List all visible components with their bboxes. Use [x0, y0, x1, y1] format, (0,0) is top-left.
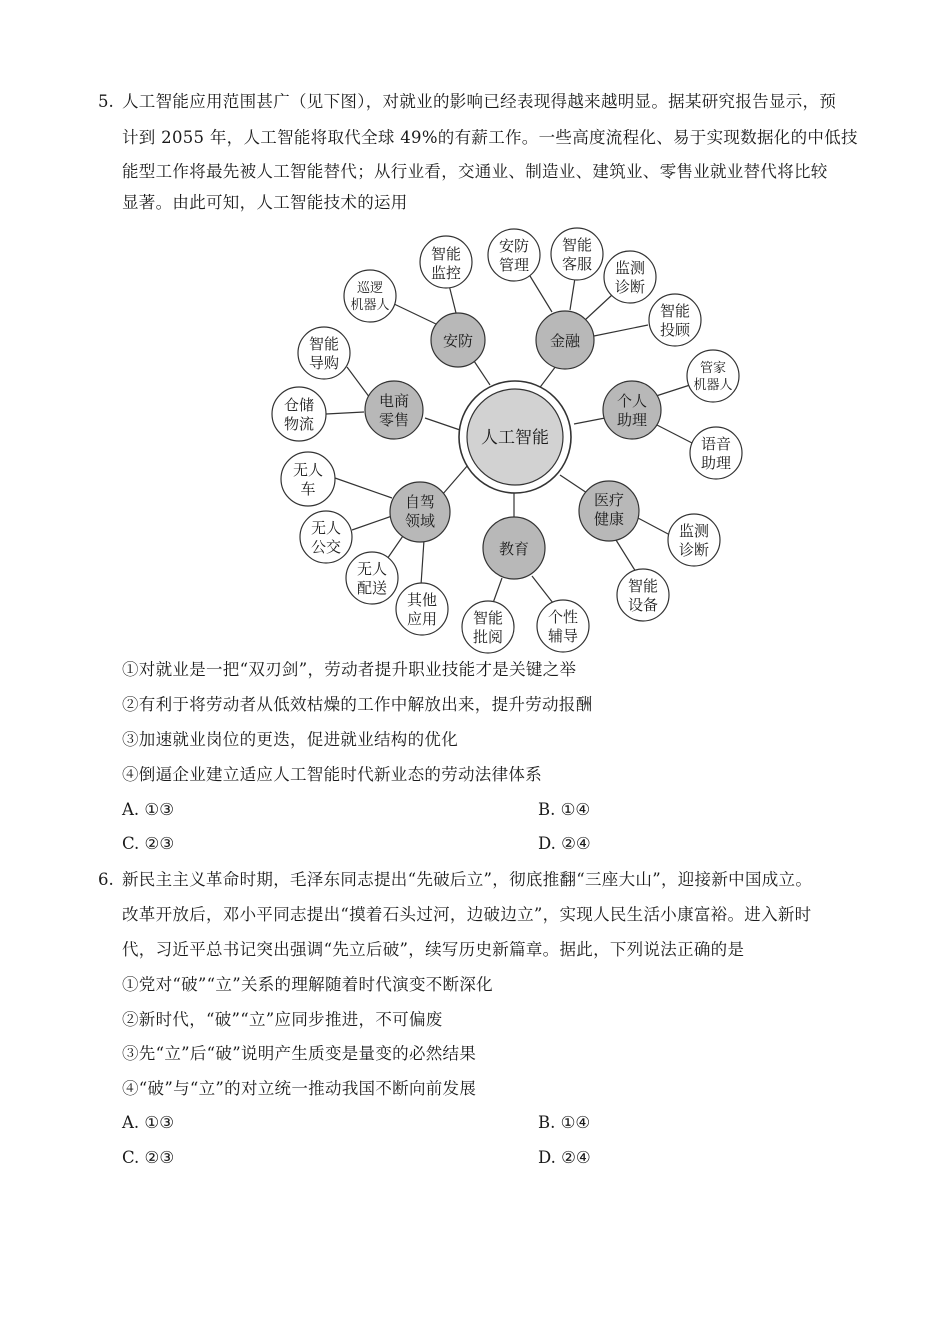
leaf-label-line-2: 设备	[627, 596, 659, 614]
leaf-label-line-2: 辅导	[547, 627, 579, 645]
leaf-other-applications	[396, 583, 448, 635]
leaf-personal-tutoring	[537, 600, 589, 652]
leaf-label-line-2: 车	[300, 480, 316, 498]
q6-statement-3: ③先“立”后“破”说明产生质变是量变的必然结果	[122, 1044, 477, 1063]
q5-statement-1: ①对就业是一把“双刃剑”，劳动者提升职业技能才是关键之举	[122, 660, 577, 679]
leaf-label-line-1: 智能	[430, 245, 462, 263]
q6-stem-line-3: 代，习近平总书记突出强调“先立后破”，续写历史新篇章。据此，下列说法正确的是	[122, 940, 745, 959]
leaf-label-line-2: 导购	[308, 354, 340, 372]
leaf-smart-customer-service	[551, 228, 603, 280]
hub-label-line-2: 零售	[378, 411, 410, 429]
leaf-label-line-1: 智能	[561, 236, 593, 254]
q6-option-a[interactable]: A. ①③	[122, 1113, 174, 1132]
leaf-label-line-2: 助理	[700, 454, 732, 472]
leaf-label-line-2: 应用	[406, 610, 438, 628]
leaf-smart-grading	[462, 601, 514, 653]
leaf-label-line-1: 监测	[614, 259, 646, 277]
leaf-label-line-2: 投顾	[659, 321, 691, 339]
q6-option-b[interactable]: B. ①④	[538, 1113, 591, 1132]
leaf-label-line-1: 无人	[310, 519, 342, 537]
leaf-label-line-1: 安防	[498, 237, 530, 255]
leaf-label-line-1: 监测	[678, 522, 710, 540]
leaf-smart-investment	[649, 294, 701, 346]
q6-stem-line-1: 新民主主义革命时期，毛泽东同志提出“先破后立”，彻底推翻“三座大山”，迎接新中国成立。	[122, 870, 813, 889]
leaf-label-line-1: 无人	[356, 560, 388, 578]
hub-security	[431, 313, 485, 367]
question-5-number: 5.	[98, 92, 114, 111]
q5-option-c[interactable]: C. ②③	[122, 834, 175, 853]
hub-education	[483, 517, 545, 579]
leaf-monitor-diagnosis-finance	[604, 251, 656, 303]
q6-statement-1: ①党对“破”“立”关系的理解随着时代演变不断深化	[122, 975, 493, 994]
q5-statement-4: ④倒逼企业建立适应人工智能时代新业态的劳动法律体系	[122, 765, 542, 784]
leaf-label-line-2: 管理	[498, 256, 530, 274]
q6-statement-4: ④“破”与“立”的对立统一推动我国不断向前发展	[122, 1079, 477, 1098]
leaf-voice-assistant	[690, 427, 742, 479]
leaf-label-line-1: 智能	[627, 577, 659, 595]
hub-label-line-1: 个人	[616, 392, 648, 410]
leaf-driverless-delivery	[346, 552, 398, 604]
hub-label-line-1: 自驾	[404, 493, 436, 511]
hub-driving	[390, 482, 450, 542]
hub-assistant	[603, 381, 661, 439]
leaf-label-line-2: 物流	[283, 415, 315, 433]
question-6-number: 6.	[98, 870, 114, 889]
leaf-butler-robot	[687, 350, 739, 402]
leaf-label-line-2: 诊断	[614, 278, 646, 296]
q5-stem-line-1: 人工智能应用范围甚广（见下图），对就业的影响已经表现得越来越明显。据某研究报告显示，预	[122, 92, 837, 111]
hub-finance	[536, 311, 594, 369]
hub-label-line-2: 健康	[593, 510, 625, 528]
q5-statement-3: ③加速就业岗位的更迭，促进就业结构的优化	[122, 730, 458, 749]
leaf-label-line-1: 无人	[292, 461, 324, 479]
leaf-monitor-diagnosis-medical	[668, 514, 720, 566]
leaf-label-line-1: 管家	[699, 361, 727, 376]
hub-label-line-1: 医疗	[593, 491, 625, 509]
q5-stem-line-3: 能型工作将最先被人工智能替代；从行业看，交通业、制造业、建筑业、零售业就业替代将比较	[122, 162, 828, 181]
q5-option-b[interactable]: B. ①④	[538, 800, 591, 819]
leaf-label-line-1: 智能	[472, 609, 504, 627]
leaf-smart-shopping-guide	[298, 327, 350, 379]
hub-medical	[579, 481, 639, 541]
ai-application-diagram	[0, 0, 950, 660]
leaf-label-line-2: 公交	[310, 538, 342, 556]
leaf-driverless-bus	[300, 511, 352, 563]
leaf-label-line-1: 其他	[406, 591, 438, 609]
leaf-label-line-1: 智能	[308, 335, 340, 353]
leaf-label-line-2: 机器人	[693, 378, 733, 393]
leaf-label-line-1: 仓储	[283, 396, 315, 414]
q6-option-c[interactable]: C. ②③	[122, 1148, 175, 1167]
hub-label-line-1: 电商	[378, 392, 410, 410]
q5-option-d[interactable]: D. ②④	[538, 834, 591, 853]
leaf-smart-device	[617, 569, 669, 621]
center-label: 人工智能	[481, 428, 549, 448]
leaf-smart-monitor	[420, 236, 472, 288]
q5-option-a[interactable]: A. ①③	[122, 800, 174, 819]
leaf-label-line-2: 配送	[356, 579, 388, 597]
q6-statement-2: ②新时代，“破”“立”应同步推进，不可偏废	[122, 1010, 443, 1029]
q5-stem-line-4: 显著。由此可知，人工智能技术的运用	[122, 193, 408, 212]
leaf-label-line-2: 监控	[430, 264, 462, 282]
leaf-patrol-robot	[344, 270, 396, 322]
hub-label: 金融	[549, 332, 581, 350]
leaf-security-management	[488, 229, 540, 281]
leaf-label-line-1: 个性	[547, 608, 579, 626]
hub-label: 安防	[442, 332, 474, 350]
center-node	[459, 381, 571, 493]
leaf-label-line-2: 诊断	[678, 541, 710, 559]
q5-stem-line-2: 计到 2055 年，人工智能将取代全球 49%的有薪工作。一些高度流程化、易于实现数据化的中低技	[122, 128, 858, 147]
leaf-label-line-2: 客服	[561, 255, 593, 273]
leaf-label-line-1: 智能	[659, 302, 691, 320]
leaf-label-line-1: 巡逻	[356, 281, 384, 296]
q6-stem-line-2: 改革开放后，邓小平同志提出“摸着石头过河，边破边立”，实现人民生活小康富裕。进入新时	[122, 905, 812, 924]
q6-option-d[interactable]: D. ②④	[538, 1148, 591, 1167]
leaf-driverless-car	[281, 452, 335, 506]
hub-label: 教育	[498, 540, 530, 558]
q5-statement-2: ②有利于将劳动者从低效枯燥的工作中解放出来，提升劳动报酬	[122, 695, 593, 714]
hub-label-line-2: 领域	[404, 512, 436, 530]
leaf-label-line-1: 语音	[700, 435, 732, 453]
leaf-label-line-2: 批阅	[472, 628, 504, 646]
hub-ecommerce	[365, 381, 423, 439]
leaf-warehouse-logistics	[272, 387, 326, 441]
leaf-label-line-2: 机器人	[350, 298, 390, 313]
hub-label-line-2: 助理	[616, 411, 648, 429]
